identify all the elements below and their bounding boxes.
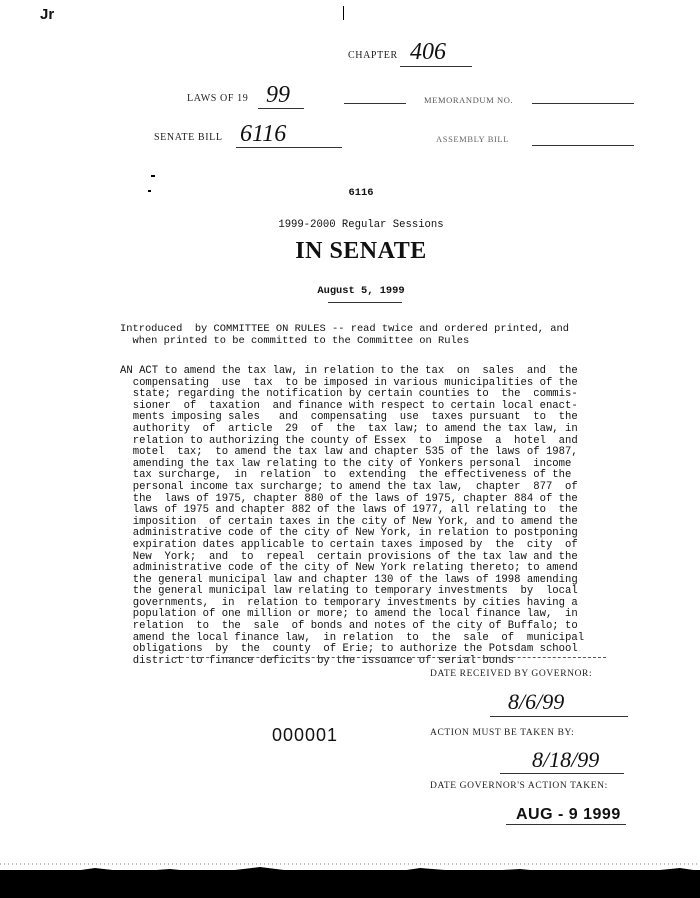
scan-edge-ripple <box>0 867 700 880</box>
bill-number: 6116 <box>348 187 374 199</box>
act-line: expiration dates applicable to certain taxes imposed by the city of <box>120 538 578 551</box>
act-line: imposition of certain taxes in the city of New York, and to amend the <box>120 515 578 528</box>
laws-label: LAWS OF 19 <box>187 93 249 104</box>
act-line: amend the local finance law, in relation to the sale of municipal <box>120 631 585 644</box>
scan-mark <box>151 175 155 177</box>
act-line: state; regarding the notification by certain counties to the commis- <box>120 388 578 401</box>
act-line: sioner of taxation and finance with respect to certain local enact- <box>120 399 578 412</box>
introduced-line: when printed to be committed to the Committee on Rules <box>120 334 470 347</box>
act-line: New York; and to repeal certain provisions of the tax law and the <box>120 550 578 563</box>
action-underline <box>500 773 624 774</box>
senate-bill-value: 6116 <box>240 121 287 147</box>
action-value: 8/18/99 <box>532 747 600 772</box>
date-rule <box>328 302 402 303</box>
act-line: administrative code of the city of New York, in relation to postponing <box>120 527 578 540</box>
introduced-line: Introduced by COMMITTEE ON RULES -- read twice and ordered printed, and <box>120 323 569 335</box>
chapter-label: CHAPTER <box>348 50 398 61</box>
act-line: the laws of 1975, chapter 880 of the laws of 1975, chapter 884 of the <box>120 492 578 505</box>
action-label: ACTION MUST BE TAKEN BY: <box>430 728 575 738</box>
memorandum-blank <box>344 103 406 104</box>
act-line: AN ACT to amend the tax law, in relation to the tax on sales and the <box>120 365 578 377</box>
act-line: obligations by the county of Erie; to authorize the Potsdam school <box>120 643 578 656</box>
assembly-bill-label: ASSEMBLY BILL <box>436 134 509 144</box>
taken-label: DATE GOVERNOR'S ACTION TAKEN: <box>430 781 608 791</box>
senate-bill-underline <box>236 147 342 148</box>
taken-value: AUG - 9 1999 <box>516 806 621 823</box>
act-line: authority of article 29 of the tax law; to amend the tax law, in <box>120 422 578 435</box>
chapter-underline <box>400 66 472 67</box>
act-line: personal income tax surcharge; to amend the tax law, chapter 877 of <box>120 480 578 493</box>
act-line: tax surcharge, in relation to extending the effectiveness of the <box>120 469 572 482</box>
received-value: 8/6/99 <box>508 689 565 714</box>
received-underline <box>490 716 628 717</box>
act-line: amending the tax law relating to the city of Yonkers personal income <box>120 457 572 470</box>
act-line: relation to the sale of bonds and notes of the city of Buffalo; to <box>120 620 578 633</box>
act-line: laws of 1975 and chapter 882 of the laws of 1977, all relating to the <box>120 504 578 517</box>
session: 1999-2000 Regular Sessions <box>278 219 444 231</box>
bill-date: August 5, 1999 <box>317 285 405 297</box>
act-line: the general municipal law relating to temporary investments by local <box>120 585 578 598</box>
chapter-value: 406 <box>410 39 446 65</box>
section-rule <box>176 657 606 658</box>
page-number: 000001 <box>272 725 339 745</box>
corner-mark: Jr <box>40 6 55 23</box>
act-line: compensating use tax to be imposed in various municipalities of the <box>120 376 578 389</box>
memorandum-label: MEMORANDUM NO. <box>424 95 514 105</box>
scan-edge <box>0 850 700 898</box>
assembly-bill-underline <box>532 145 634 146</box>
taken-underline <box>506 824 626 825</box>
act-line: administrative code of the city of New York relating thereto; to amend <box>120 562 578 575</box>
act-line: governments, in relation to temporary investments by cities having a <box>120 596 578 609</box>
act-line: district to finance deficits by the issuance of serial bonds <box>120 654 515 667</box>
act-line: ments imposing sales and compensating use taxes pursuant to the <box>120 411 578 424</box>
act-line: motel tax; to amend the tax law and chapter 535 of the laws of 1987, <box>120 446 578 459</box>
laws-underline <box>258 108 304 109</box>
act-line: relation to authorizing the county of Essex to impose a hotel and <box>120 434 578 447</box>
introduced-paragraph <box>120 324 569 347</box>
scan-mark <box>343 6 344 20</box>
memorandum-underline <box>532 103 634 104</box>
received-label: DATE RECEIVED BY GOVERNOR: <box>430 669 593 679</box>
laws-value: 99 <box>266 82 290 108</box>
act-line: the general municipal law and chapter 130 of the laws of 1998 amending <box>120 573 578 586</box>
act-paragraph <box>120 366 584 667</box>
house-title: IN SENATE <box>295 238 427 264</box>
senate-bill-label: SENATE BILL <box>154 132 223 143</box>
act-line: population of one million or more; to amend the local finance law, in <box>120 608 578 621</box>
